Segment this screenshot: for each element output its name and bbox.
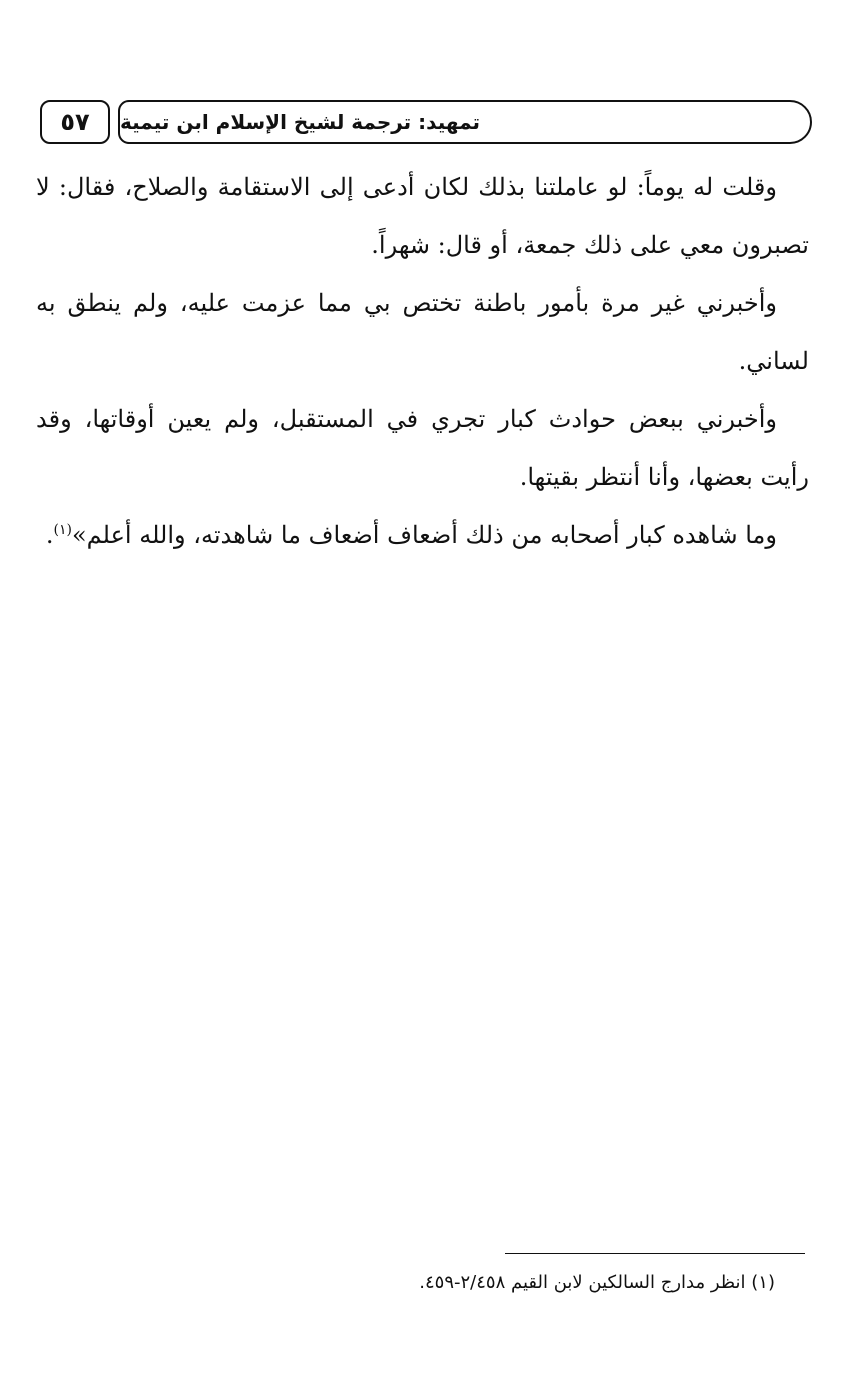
paragraph: وأخبرني غير مرة بأمور باطنة تختص بي مما عزمت عليه، ولم ينطق به لساني. xyxy=(36,289,809,375)
paragraph-last xyxy=(36,506,809,564)
paragraph: وقلت له يوماً: لو عاملتنا بذلك لكان أدعى إلى الاستقامة والصلاح، فقال: لا تصبرون معي على ذلك جمعة، أو قال: شهراً. xyxy=(36,173,809,259)
footnote: (١) انظر مدارج السالكين لابن القيم ٢/٤٥٨-٤٥٩. xyxy=(419,1272,775,1293)
body-text xyxy=(36,158,809,564)
page-header xyxy=(40,100,812,148)
footnote-reference: (١) xyxy=(53,522,72,538)
paragraph-text: وما شاهده كبار أصحابه من ذلك أضعاف أضعاف ما شاهدته، والله أعلم» xyxy=(72,521,777,549)
paragraph-period: . xyxy=(45,521,54,549)
running-title: تمهيد: ترجمة لشيخ الإسلام ابن تيمية xyxy=(118,100,812,144)
paragraph: وأخبرني ببعض حوادث كبار تجري في المستقبل، ولم يعين أوقاتها، وقد رأيت بعضها، وأنا أنتظر بقيتها. xyxy=(36,405,809,491)
page-number: ٥٧ xyxy=(40,100,110,144)
footnote-separator xyxy=(505,1253,805,1254)
